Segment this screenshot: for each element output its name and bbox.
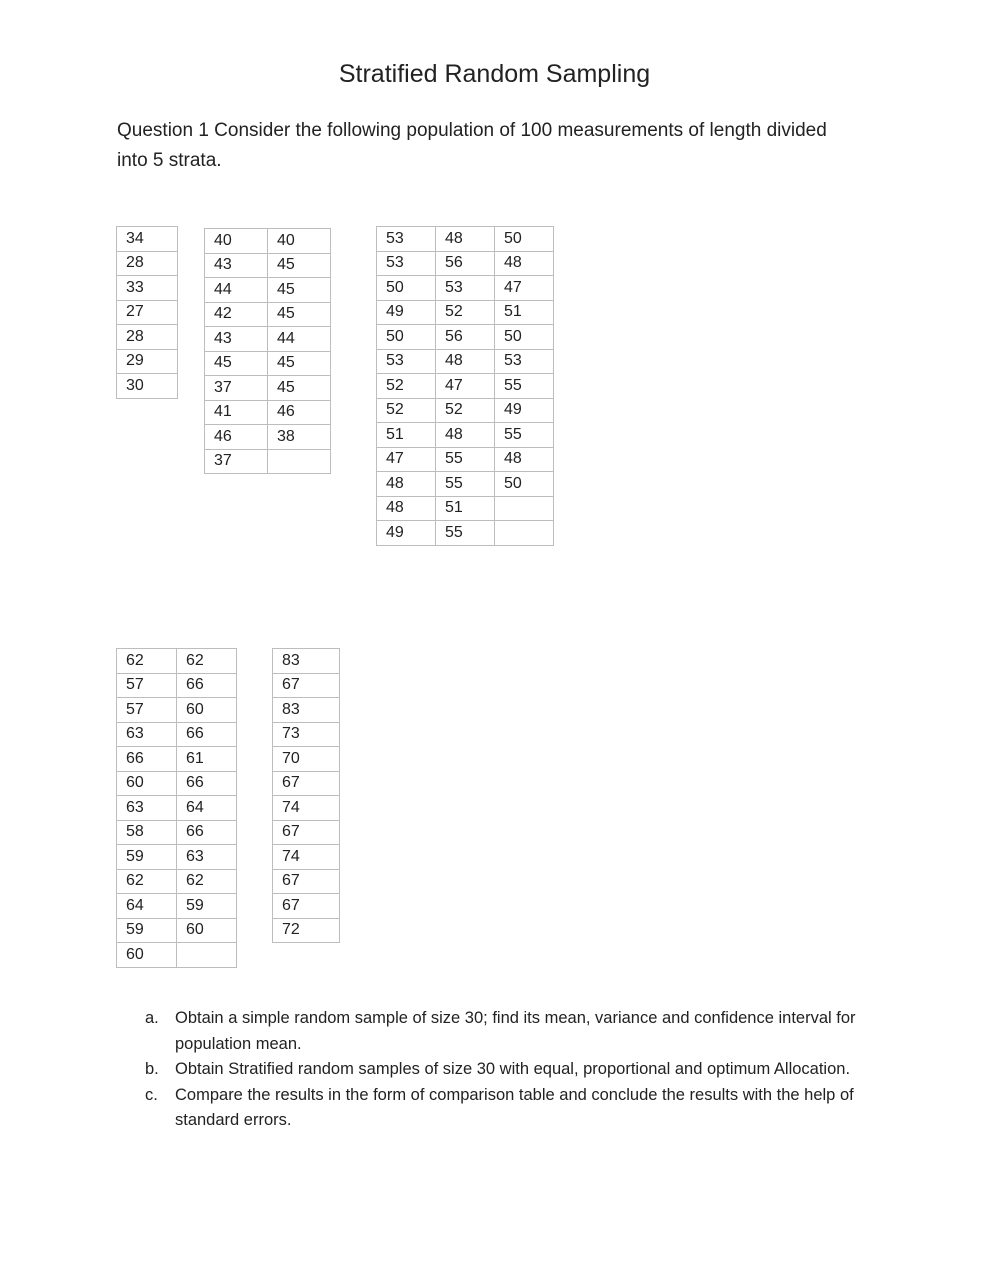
table-cell: 48 <box>377 496 436 521</box>
table-cell: 62 <box>117 649 177 674</box>
table-cell: 53 <box>377 251 436 276</box>
table-row <box>117 251 178 276</box>
table-row <box>117 649 237 674</box>
table-cell: 67 <box>273 894 340 919</box>
table-row <box>205 253 331 278</box>
table-cell: 64 <box>117 894 177 919</box>
table-cell: 34 <box>117 227 178 252</box>
table-cell: 51 <box>436 496 495 521</box>
table-cell: 44 <box>268 327 331 352</box>
table-cell: 52 <box>436 300 495 325</box>
table-cell: 61 <box>177 747 237 772</box>
table-cell: 55 <box>436 521 495 546</box>
table-cell: 48 <box>377 472 436 497</box>
table-cell: 52 <box>436 398 495 423</box>
table-row <box>273 673 340 698</box>
table-row <box>205 302 331 327</box>
table-cell: 66 <box>177 722 237 747</box>
table-row <box>273 845 340 870</box>
table-cell: 47 <box>495 276 554 301</box>
table-cell: 49 <box>495 398 554 423</box>
table-cell: 48 <box>436 227 495 252</box>
table-row <box>377 276 554 301</box>
table-cell: 52 <box>377 374 436 399</box>
table-row <box>377 325 554 350</box>
table-cell: 37 <box>205 449 268 474</box>
table-row <box>377 251 554 276</box>
table-row <box>273 918 340 943</box>
table-cell: 40 <box>205 229 268 254</box>
table-cell: 83 <box>273 649 340 674</box>
table-row <box>273 722 340 747</box>
table-cell: 27 <box>117 300 178 325</box>
table-row <box>205 425 331 450</box>
table-row <box>117 845 237 870</box>
stratum-2-table <box>204 228 331 474</box>
table-row <box>117 276 178 301</box>
table-row <box>117 673 237 698</box>
table-cell: 62 <box>117 869 177 894</box>
table-cell: 47 <box>377 447 436 472</box>
table-cell: 45 <box>205 351 268 376</box>
table-row <box>117 796 237 821</box>
table-cell: 58 <box>117 820 177 845</box>
table-cell: 60 <box>177 918 237 943</box>
table-cell: 45 <box>268 302 331 327</box>
task-text: Obtain a simple random sample of size 30; find its mean, variance and confidence interval for population mean. <box>175 1009 856 1053</box>
task-item <box>140 1006 880 1057</box>
table-cell: 57 <box>117 698 177 723</box>
table-row <box>117 722 237 747</box>
table-row <box>205 278 331 303</box>
table-cell: 53 <box>377 349 436 374</box>
table-cell: 45 <box>268 376 331 401</box>
table-cell: 62 <box>177 869 237 894</box>
table-cell <box>495 521 554 546</box>
table-cell: 63 <box>177 845 237 870</box>
stratum-1-table <box>116 226 178 399</box>
table-row <box>205 449 331 474</box>
table-cell: 55 <box>436 447 495 472</box>
table-cell: 28 <box>117 325 178 350</box>
table-cell: 44 <box>205 278 268 303</box>
table-cell <box>268 449 331 474</box>
table-cell: 51 <box>495 300 554 325</box>
table-row <box>273 820 340 845</box>
table-row <box>117 374 178 399</box>
task-item <box>140 1057 880 1083</box>
table-cell: 48 <box>436 349 495 374</box>
table-cell: 53 <box>495 349 554 374</box>
table-cell: 50 <box>377 276 436 301</box>
task-text: Compare the results in the form of comparison table and conclude the results with the help of standard errors. <box>175 1085 854 1129</box>
table-row <box>117 698 237 723</box>
table-cell: 67 <box>273 771 340 796</box>
table-cell: 50 <box>495 227 554 252</box>
table-cell: 55 <box>436 472 495 497</box>
table-cell <box>495 496 554 521</box>
table-cell: 48 <box>495 447 554 472</box>
table-row <box>117 349 178 374</box>
task-marker: c. <box>145 1085 158 1104</box>
table-cell: 67 <box>273 673 340 698</box>
table-cell: 66 <box>177 771 237 796</box>
table-cell: 74 <box>273 796 340 821</box>
table-cell: 67 <box>273 820 340 845</box>
table-cell: 40 <box>268 229 331 254</box>
table-cell: 50 <box>495 472 554 497</box>
table-row <box>117 747 237 772</box>
table-cell: 46 <box>205 425 268 450</box>
question-text: Question 1 Consider the following population of 100 measurements of length divided into 5 strata. <box>117 120 827 171</box>
task-marker: a. <box>145 1009 159 1027</box>
table-row <box>117 227 178 252</box>
table-row <box>377 398 554 423</box>
table-row <box>117 300 178 325</box>
stratum-4-table <box>116 648 237 968</box>
table-cell: 49 <box>377 300 436 325</box>
stratum-5-table <box>272 648 340 943</box>
table-cell: 60 <box>117 943 177 968</box>
table-cell: 30 <box>117 374 178 399</box>
table-row <box>117 771 237 796</box>
stratum-3-table <box>376 226 554 546</box>
table-cell: 28 <box>117 251 178 276</box>
table-cell: 59 <box>177 894 237 919</box>
table-cell: 50 <box>495 325 554 350</box>
table-cell <box>177 943 237 968</box>
table-cell: 64 <box>177 796 237 821</box>
table-cell: 60 <box>117 771 177 796</box>
table-cell: 59 <box>117 918 177 943</box>
table-row <box>377 423 554 448</box>
table-cell: 66 <box>177 673 237 698</box>
table-cell: 29 <box>117 349 178 374</box>
table-cell: 41 <box>205 400 268 425</box>
table-row <box>273 894 340 919</box>
table-cell: 66 <box>177 820 237 845</box>
table-cell: 67 <box>273 869 340 894</box>
table-row <box>205 400 331 425</box>
table-row <box>273 869 340 894</box>
table-cell: 63 <box>117 722 177 747</box>
table-row <box>377 521 554 546</box>
table-row <box>117 820 237 845</box>
table-cell: 43 <box>205 253 268 278</box>
table-cell: 73 <box>273 722 340 747</box>
table-row <box>117 943 237 968</box>
table-row <box>205 351 331 376</box>
table-row <box>205 229 331 254</box>
table-cell: 70 <box>273 747 340 772</box>
table-cell: 53 <box>377 227 436 252</box>
table-cell: 55 <box>495 374 554 399</box>
table-cell: 47 <box>436 374 495 399</box>
table-cell: 60 <box>177 698 237 723</box>
table-cell: 37 <box>205 376 268 401</box>
table-row <box>273 649 340 674</box>
table-row <box>273 771 340 796</box>
table-row <box>377 349 554 374</box>
table-row <box>205 327 331 352</box>
table-cell: 45 <box>268 278 331 303</box>
table-cell: 45 <box>268 253 331 278</box>
table-row <box>205 376 331 401</box>
table-cell: 33 <box>117 276 178 301</box>
table-cell: 66 <box>117 747 177 772</box>
table-row <box>377 472 554 497</box>
task-text: Obtain Stratified random samples of size 30 with equal, proportional and optimum Allocation. <box>175 1060 851 1078</box>
table-row <box>377 300 554 325</box>
table-row <box>273 747 340 772</box>
table-cell: 43 <box>205 327 268 352</box>
table-cell: 56 <box>436 251 495 276</box>
table-cell: 62 <box>177 649 237 674</box>
table-row <box>377 496 554 521</box>
table-cell: 56 <box>436 325 495 350</box>
task-item <box>140 1083 880 1134</box>
table-cell: 38 <box>268 425 331 450</box>
table-cell: 45 <box>268 351 331 376</box>
table-row <box>117 918 237 943</box>
table-row <box>273 698 340 723</box>
table-cell: 72 <box>273 918 340 943</box>
table-row <box>117 894 237 919</box>
table-cell: 55 <box>495 423 554 448</box>
table-cell: 50 <box>377 325 436 350</box>
table-row <box>117 869 237 894</box>
table-cell: 52 <box>377 398 436 423</box>
table-cell: 42 <box>205 302 268 327</box>
table-cell: 83 <box>273 698 340 723</box>
table-row <box>377 227 554 252</box>
table-cell: 74 <box>273 845 340 870</box>
table-cell: 53 <box>436 276 495 301</box>
page-title: Stratified Random Sampling <box>338 60 651 88</box>
table-cell: 63 <box>117 796 177 821</box>
table-cell: 59 <box>117 845 177 870</box>
table-cell: 57 <box>117 673 177 698</box>
table-cell: 48 <box>436 423 495 448</box>
table-row <box>117 325 178 350</box>
table-cell: 48 <box>495 251 554 276</box>
table-row <box>377 374 554 399</box>
table-cell: 49 <box>377 521 436 546</box>
table-cell: 51 <box>377 423 436 448</box>
table-row <box>377 447 554 472</box>
task-list <box>140 1006 880 1134</box>
table-cell: 46 <box>268 400 331 425</box>
table-row <box>273 796 340 821</box>
task-marker: b. <box>145 1060 159 1078</box>
